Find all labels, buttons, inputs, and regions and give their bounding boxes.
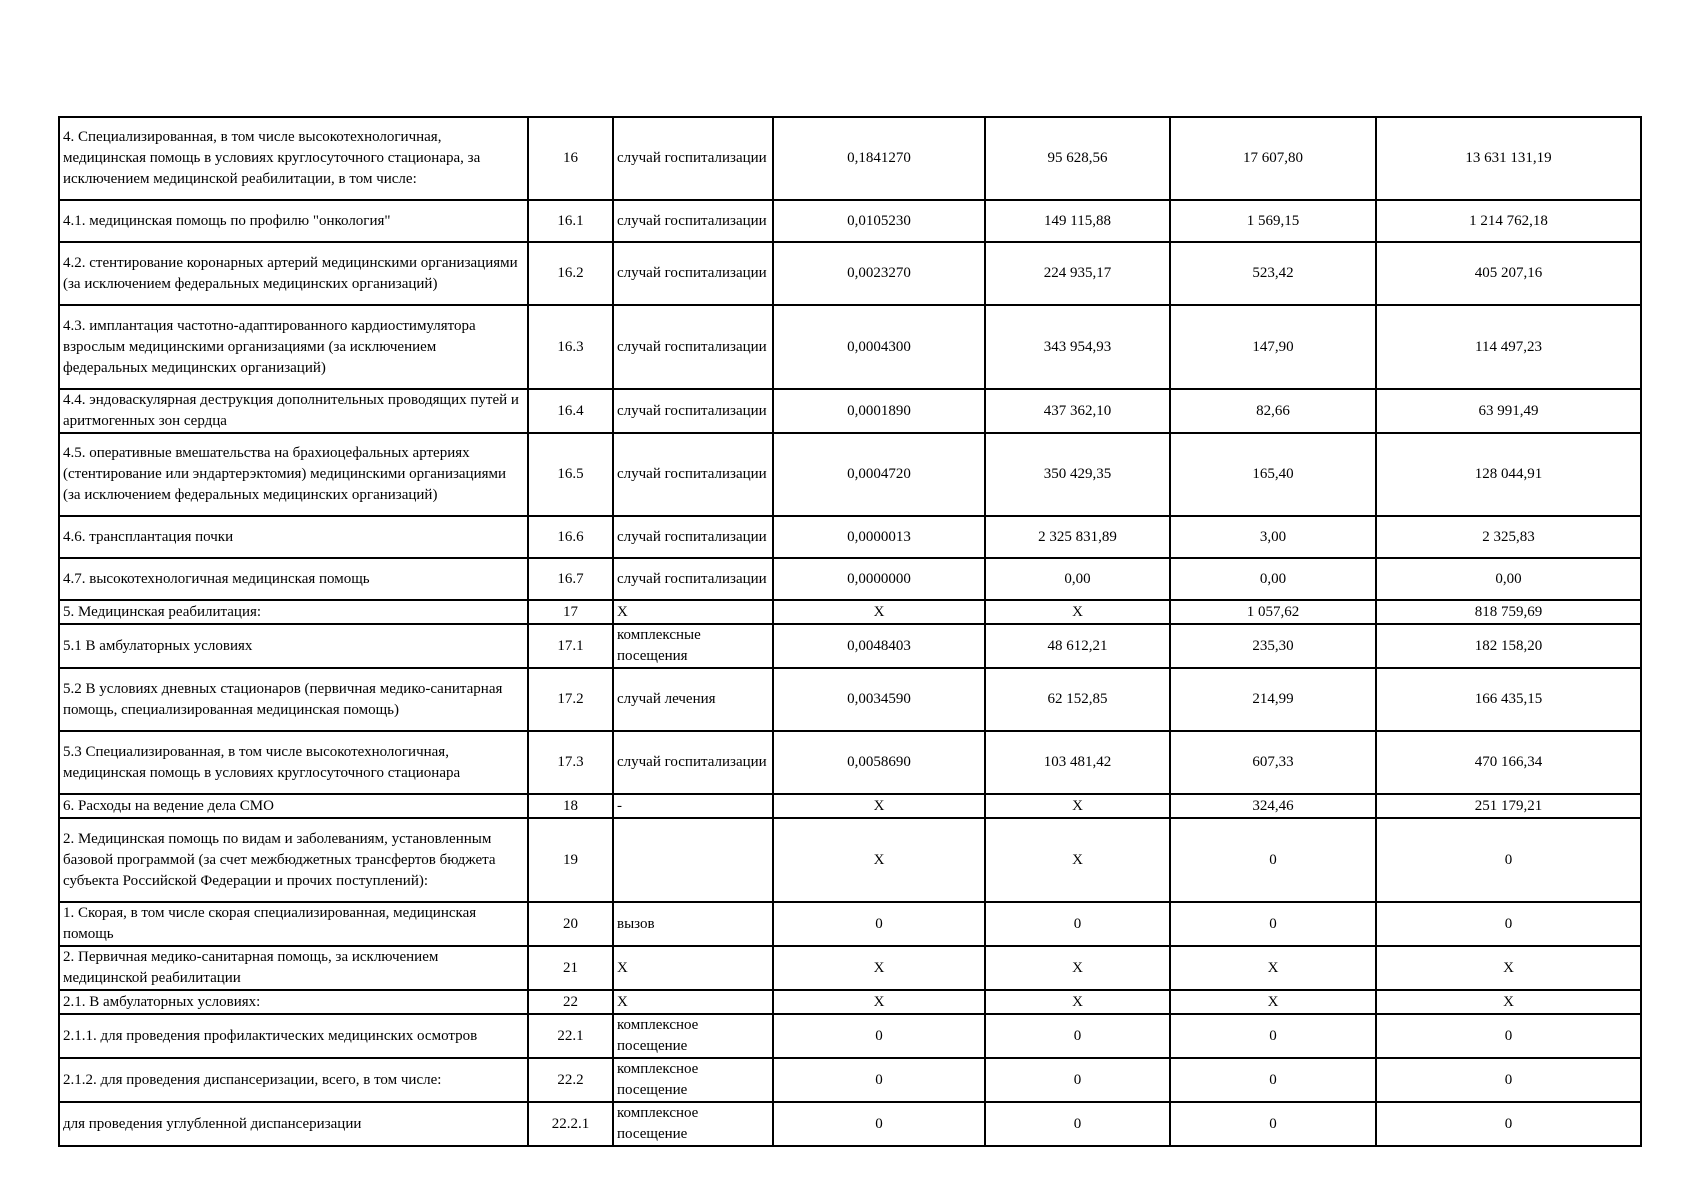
table-row (59, 433, 1641, 516)
row-name-cell: 2. Первичная медико-санитарная помощь, за исключением медицинской реабилитации (59, 946, 528, 990)
value-4-cell: 182 158,20 (1376, 624, 1641, 668)
row-name-cell: 2.1.2. для проведения диспансеризации, всего, в том числе: (59, 1058, 528, 1102)
value-2-cell: 0 (985, 902, 1170, 946)
row-name-cell: 6. Расходы на ведение дела СМО (59, 794, 528, 818)
table-row (59, 990, 1641, 1014)
unit-cell: случай госпитализации (613, 117, 773, 200)
value-2-cell: 0 (985, 1102, 1170, 1146)
value-1-cell: 0,0000000 (773, 558, 985, 600)
value-1-cell: 0,0105230 (773, 200, 985, 242)
value-3-cell: 0 (1170, 1102, 1376, 1146)
value-4-cell: 0 (1376, 1058, 1641, 1102)
unit-cell: случай госпитализации (613, 558, 773, 600)
value-3-cell: 607,33 (1170, 731, 1376, 794)
unit-cell: случай лечения (613, 668, 773, 731)
table-row (59, 117, 1641, 200)
table-row (59, 516, 1641, 558)
row-name-cell: 1. Скорая, в том числе скорая специализированная, медицинская помощь (59, 902, 528, 946)
value-3-cell: 3,00 (1170, 516, 1376, 558)
value-2-cell: Х (985, 818, 1170, 902)
table-row (59, 731, 1641, 794)
row-number-cell: 16 (528, 117, 613, 200)
value-2-cell: Х (985, 946, 1170, 990)
row-number-cell: 22.2.1 (528, 1102, 613, 1146)
unit-cell: случай госпитализации (613, 200, 773, 242)
value-1-cell: 0 (773, 902, 985, 946)
table-row (59, 200, 1641, 242)
row-number-cell: 16.5 (528, 433, 613, 516)
value-4-cell: 0 (1376, 902, 1641, 946)
value-1-cell: 0,0001890 (773, 389, 985, 433)
value-2-cell: 95 628,56 (985, 117, 1170, 200)
unit-cell: комплексное посещение (613, 1102, 773, 1146)
value-3-cell: 0 (1170, 1058, 1376, 1102)
value-2-cell: 149 115,88 (985, 200, 1170, 242)
table-row (59, 305, 1641, 389)
row-number-cell: 16.6 (528, 516, 613, 558)
value-4-cell: 0,00 (1376, 558, 1641, 600)
row-name-cell: 4.3. имплантация частотно-адаптированного кардиостимулятора взрослым медицинскими организациями (за исключением федеральных медицинских организаций) (59, 305, 528, 389)
value-4-cell: 0 (1376, 1014, 1641, 1058)
row-number-cell: 17.2 (528, 668, 613, 731)
value-4-cell: 0 (1376, 818, 1641, 902)
value-2-cell: 103 481,42 (985, 731, 1170, 794)
value-3-cell: 523,42 (1170, 242, 1376, 305)
row-number-cell: 17.3 (528, 731, 613, 794)
table-row (59, 902, 1641, 946)
value-3-cell: 1 569,15 (1170, 200, 1376, 242)
table-row (59, 818, 1641, 902)
row-name-cell: 4.5. оперативные вмешательства на брахиоцефальных артериях (стентирование или эндартерэктомия) медицинскими организациями (за исключением федеральных медицинских организаций) (59, 433, 528, 516)
unit-cell: - (613, 794, 773, 818)
value-3-cell: 1 057,62 (1170, 600, 1376, 624)
table-body (59, 117, 1641, 1146)
row-name-cell: 2.1. В амбулаторных условиях: (59, 990, 528, 1014)
unit-cell: случай госпитализации (613, 516, 773, 558)
unit-cell: случай госпитализации (613, 389, 773, 433)
unit-cell: комплексные посещения (613, 624, 773, 668)
value-4-cell: 818 759,69 (1376, 600, 1641, 624)
unit-cell: комплексное посещение (613, 1058, 773, 1102)
row-name-cell: 4.4. эндоваскулярная деструкция дополнительных проводящих путей и аритмогенных зон сердца (59, 389, 528, 433)
unit-cell: случай госпитализации (613, 731, 773, 794)
table-row (59, 242, 1641, 305)
value-2-cell: 350 429,35 (985, 433, 1170, 516)
value-4-cell: 0 (1376, 1102, 1641, 1146)
row-name-cell: 4.1. медицинская помощь по профилю "онкология" (59, 200, 528, 242)
table-row (59, 1058, 1641, 1102)
value-2-cell: 0 (985, 1058, 1170, 1102)
table-row (59, 389, 1641, 433)
value-3-cell: 324,46 (1170, 794, 1376, 818)
value-2-cell: Х (985, 600, 1170, 624)
value-2-cell: 0 (985, 1014, 1170, 1058)
value-3-cell: 147,90 (1170, 305, 1376, 389)
value-1-cell: Х (773, 946, 985, 990)
row-name-cell: 5.3 Специализированная, в том числе высокотехнологичная, медицинская помощь в условиях круглосуточного стационара (59, 731, 528, 794)
value-3-cell: 0 (1170, 818, 1376, 902)
row-name-cell: 2.1.1. для проведения профилактических медицинских осмотров (59, 1014, 528, 1058)
value-3-cell: 0 (1170, 902, 1376, 946)
value-4-cell: 2 325,83 (1376, 516, 1641, 558)
table-row (59, 946, 1641, 990)
value-3-cell: 0,00 (1170, 558, 1376, 600)
row-name-cell: для проведения углубленной диспансеризации (59, 1102, 528, 1146)
unit-cell: вызов (613, 902, 773, 946)
value-4-cell: Х (1376, 990, 1641, 1014)
row-name-cell: 4.2. стентирование коронарных артерий медицинскими организациями (за исключением федеральных медицинских организаций) (59, 242, 528, 305)
value-2-cell: 2 325 831,89 (985, 516, 1170, 558)
value-1-cell: Х (773, 794, 985, 818)
value-3-cell: Х (1170, 990, 1376, 1014)
row-number-cell: 21 (528, 946, 613, 990)
value-1-cell: 0 (773, 1058, 985, 1102)
value-3-cell: 0 (1170, 1014, 1376, 1058)
value-1-cell: Х (773, 818, 985, 902)
data-table (58, 116, 1642, 1147)
value-4-cell: 405 207,16 (1376, 242, 1641, 305)
table-row (59, 668, 1641, 731)
value-2-cell: Х (985, 990, 1170, 1014)
value-3-cell: 235,30 (1170, 624, 1376, 668)
row-number-cell: 17 (528, 600, 613, 624)
row-number-cell: 16.4 (528, 389, 613, 433)
value-1-cell: 0,1841270 (773, 117, 985, 200)
row-number-cell: 16.1 (528, 200, 613, 242)
value-4-cell: Х (1376, 946, 1641, 990)
unit-cell: Х (613, 990, 773, 1014)
row-name-cell: 4.7. высокотехнологичная медицинская помощь (59, 558, 528, 600)
value-4-cell: 470 166,34 (1376, 731, 1641, 794)
unit-cell: Х (613, 946, 773, 990)
unit-cell: случай госпитализации (613, 305, 773, 389)
value-4-cell: 13 631 131,19 (1376, 117, 1641, 200)
value-3-cell: 214,99 (1170, 668, 1376, 731)
value-4-cell: 114 497,23 (1376, 305, 1641, 389)
table-row (59, 600, 1641, 624)
value-1-cell: 0,0000013 (773, 516, 985, 558)
unit-cell: случай госпитализации (613, 433, 773, 516)
row-name-cell: 5.2 В условиях дневных стационаров (первичная медико-санитарная помощь, специализированная медицинская помощь) (59, 668, 528, 731)
value-1-cell: 0,0023270 (773, 242, 985, 305)
unit-cell: Х (613, 600, 773, 624)
table-row (59, 1014, 1641, 1058)
row-number-cell: 22 (528, 990, 613, 1014)
value-2-cell: Х (985, 794, 1170, 818)
value-1-cell: 0,0058690 (773, 731, 985, 794)
value-1-cell: 0,0004300 (773, 305, 985, 389)
table-row (59, 558, 1641, 600)
value-1-cell: 0,0048403 (773, 624, 985, 668)
value-2-cell: 437 362,10 (985, 389, 1170, 433)
row-number-cell: 16.3 (528, 305, 613, 389)
row-name-cell: 5. Медицинская реабилитация: (59, 600, 528, 624)
row-number-cell: 16.7 (528, 558, 613, 600)
value-3-cell: Х (1170, 946, 1376, 990)
value-4-cell: 251 179,21 (1376, 794, 1641, 818)
value-2-cell: 48 612,21 (985, 624, 1170, 668)
table-row (59, 794, 1641, 818)
value-3-cell: 82,66 (1170, 389, 1376, 433)
unit-cell: комплексное посещение (613, 1014, 773, 1058)
value-2-cell: 224 935,17 (985, 242, 1170, 305)
row-number-cell: 22.1 (528, 1014, 613, 1058)
value-1-cell: 0 (773, 1102, 985, 1146)
table-row (59, 1102, 1641, 1146)
value-2-cell: 343 954,93 (985, 305, 1170, 389)
value-1-cell: 0,0034590 (773, 668, 985, 731)
value-3-cell: 17 607,80 (1170, 117, 1376, 200)
value-1-cell: 0 (773, 1014, 985, 1058)
value-3-cell: 165,40 (1170, 433, 1376, 516)
row-number-cell: 22.2 (528, 1058, 613, 1102)
table-row (59, 624, 1641, 668)
value-2-cell: 62 152,85 (985, 668, 1170, 731)
value-1-cell: Х (773, 990, 985, 1014)
unit-cell (613, 818, 773, 902)
row-name-cell: 2. Медицинская помощь по видам и заболеваниям, установленным базовой программой (за счет межбюджетных трансфертов бюджета субъекта Российской Федерации и прочих поступлений): (59, 818, 528, 902)
value-4-cell: 128 044,91 (1376, 433, 1641, 516)
unit-cell: случай госпитализации (613, 242, 773, 305)
value-4-cell: 166 435,15 (1376, 668, 1641, 731)
value-2-cell: 0,00 (985, 558, 1170, 600)
value-4-cell: 63 991,49 (1376, 389, 1641, 433)
value-4-cell: 1 214 762,18 (1376, 200, 1641, 242)
row-number-cell: 18 (528, 794, 613, 818)
row-number-cell: 16.2 (528, 242, 613, 305)
row-number-cell: 20 (528, 902, 613, 946)
value-1-cell: 0,0004720 (773, 433, 985, 516)
row-number-cell: 17.1 (528, 624, 613, 668)
row-name-cell: 5.1 В амбулаторных условиях (59, 624, 528, 668)
row-number-cell: 19 (528, 818, 613, 902)
value-1-cell: Х (773, 600, 985, 624)
row-name-cell: 4. Специализированная, в том числе высокотехнологичная, медицинская помощь в условиях круглосуточного стационара, за исключением медицинской реабилитации, в том числе: (59, 117, 528, 200)
row-name-cell: 4.6. трансплантация почки (59, 516, 528, 558)
